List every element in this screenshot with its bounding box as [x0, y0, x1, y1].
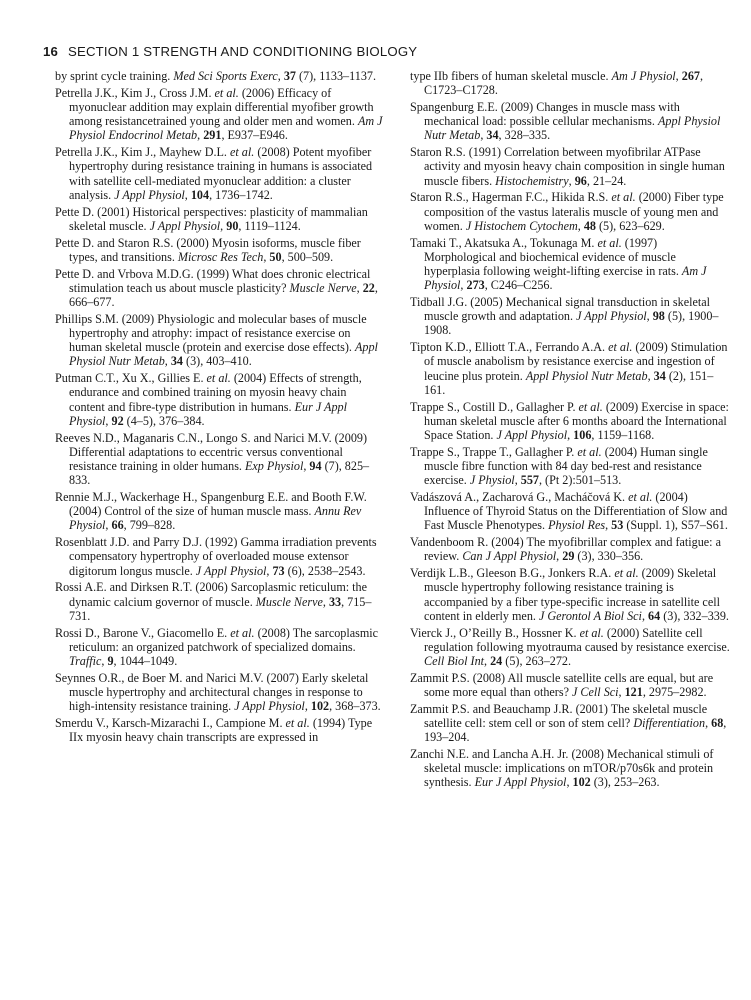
reference-entry	[55, 580, 385, 623]
reference-text: Rossi D., Barone V., Giacomello E.	[55, 625, 231, 640]
journal-title: J Appl Physiol	[576, 309, 647, 324]
volume-number: 73	[272, 563, 285, 578]
reference-text: (5), 1900–1908.	[424, 309, 719, 338]
journal-title: Cell Biol Int	[424, 654, 485, 669]
reference-text: ,	[647, 368, 654, 383]
journal-title: Appl Physiol Nutr Metab	[424, 114, 721, 143]
journal-title: J Histochem Cytochem	[465, 218, 578, 233]
journal-title: Annu Rev Physiol	[69, 504, 362, 533]
reference-text: ,	[567, 428, 574, 443]
volume-number: 9	[107, 654, 114, 669]
reference-text: , 328–335.	[498, 128, 551, 143]
reference-text: ,	[266, 563, 273, 578]
journal-title: et al.	[230, 145, 255, 160]
references-left-column	[55, 69, 385, 747]
reference-text: ,	[101, 654, 108, 669]
volume-number: 50	[269, 249, 282, 264]
volume-number: 94	[309, 459, 322, 474]
reference-text: , 368–373.	[329, 699, 381, 714]
reference-text: Verdijk L.B., Gleeson B.G., Jonkers R.A.	[410, 566, 615, 581]
reference-text: , 799–828.	[123, 518, 176, 533]
reference-text: (2009) Skeletal muscle hypertrophy following resistance training is accompanied by a fiber type-specific increase in satellite cell content in elderly men.	[424, 566, 720, 623]
reference-text: ,	[277, 69, 284, 83]
journal-title: Eur J Appl Physiol	[69, 399, 347, 428]
reference-text: Tipton K.D., Elliott T.A., Ferrando A.A.	[410, 340, 609, 355]
journal-title: Am J Physiol	[424, 264, 707, 293]
journal-title: Muscle Nerve	[289, 280, 357, 295]
journal-title: Histochemistry	[495, 173, 569, 188]
reference-text: ,	[303, 459, 310, 474]
reference-entry	[55, 716, 385, 744]
section-title: SECTION 1 STRENGTH AND CONDITIONING BIOLOGY	[67, 44, 418, 59]
reference-text: Smerdu V., Karsch-Mizarachi I., Campione M.	[55, 716, 286, 731]
reference-text: (1994) Type IIx myosin heavy chain transcripts are expressed in	[69, 716, 373, 745]
reference-text: ,	[480, 128, 487, 143]
journal-title: Can J Appl Physiol	[462, 549, 557, 564]
reference-text: Pette D. (2001) Historical perspectives: plasticity of mammalian skeletal muscle.	[55, 204, 368, 233]
reference-text: , C1723–C1728.	[424, 69, 704, 98]
journal-title: Appl Physiol Nutr Metab	[525, 368, 648, 383]
journal-title: et al.	[206, 371, 231, 386]
reference-text: Phillips S.M. (2009) Physiologic and molecular bases of muscle hypertrophy and atrophy: impact of resistance exercise on human skeletal muscle (protein and exercise dose effects).	[55, 311, 367, 355]
reference-text: (2009) Stimulation of muscle anabolism by resistance exercise and ingestion of leucine plus protein.	[424, 340, 728, 383]
reference-entry	[55, 535, 385, 578]
journal-title: Muscle Nerve	[255, 594, 323, 609]
reference-text: by sprint cycle training.	[55, 69, 174, 83]
reference-entry	[55, 86, 385, 143]
reference-text: ,	[164, 354, 171, 369]
reference-text: Zammit P.S. and Beauchamp J.R. (2001) The skeletal muscle satellite cell: stem cell or son of stem cell?	[410, 701, 708, 731]
reference-text: ,	[568, 173, 575, 188]
reference-text: , 1044–1049.	[113, 654, 178, 669]
reference-text: (2008) Potent myofiber hypertrophy during resistance training in humans is associated with satellite cell-mediated myonuclear addition: a cluster analysis.	[69, 145, 373, 202]
reference-text: ,	[184, 187, 191, 202]
reference-text: (5), 263–272.	[502, 654, 572, 669]
journal-title: Differentiation	[633, 716, 706, 731]
reference-text: Reeves N.D., Maganaris C.N., Longo S. and Narici M.V. (2009) Differential adaptations to eccentric versus conventional resistance training in older humans.	[55, 430, 368, 474]
reference-text: (2004) Human single muscle fibre function with 84 day bed-rest and resistance exercise.	[424, 444, 708, 488]
volume-number: 557	[520, 473, 539, 488]
journal-title: J Cell Sci	[572, 685, 619, 700]
reference-text: ,	[105, 413, 112, 428]
reference-text: (5), 623–629.	[595, 218, 665, 233]
reference-text: Tidball J.G. (2005) Mechanical signal transduction in skeletal muscle growth and adaptation.	[410, 295, 710, 324]
volume-number: 104	[190, 187, 210, 202]
reference-text: , 715–731.	[69, 594, 372, 623]
reference-text: (2009) Exercise in space: human skeletal muscle after 6 months aboard the International Space Station.	[424, 399, 729, 443]
reference-text: Zammit P.S. (2008) All muscle satellite cells are equal, but are some more equal than others?	[410, 670, 714, 700]
journal-title: Am J Physiol Endocrinol Metab	[69, 114, 383, 143]
reference-text: (4–5), 376–384.	[123, 413, 205, 428]
journal-title: J Physiol	[469, 473, 515, 488]
reference-text: (3), 330–356.	[574, 549, 644, 564]
reference-text: Vierck J., O’Reilly B., Hossner K.	[410, 625, 580, 640]
journal-title: Traffic	[69, 654, 102, 669]
running-header	[43, 44, 417, 59]
volume-number: 37	[283, 69, 296, 83]
journal-title: Physiol Res	[548, 518, 606, 533]
volume-number: 34	[486, 128, 499, 143]
volume-number: 33	[328, 594, 342, 609]
volume-number: 273	[466, 278, 485, 293]
reference-text: (7), 1133–1137.	[295, 69, 376, 83]
journal-title: J Appl Physiol	[496, 428, 568, 443]
reference-entry	[55, 145, 385, 202]
volume-number: 68	[711, 716, 724, 731]
reference-entry	[410, 490, 732, 533]
journal-title: J Appl Physiol	[114, 187, 185, 202]
reference-text: ,	[322, 594, 329, 609]
reference-text: Pette D. and Vrbova M.D.G. (1999) What does chronic electrical stimulation teach us about muscle plasticity?	[55, 266, 371, 295]
reference-text: (Suppl. 1), S57–S61.	[623, 518, 728, 533]
volume-number: 102	[572, 775, 591, 790]
reference-entry	[55, 312, 385, 369]
reference-entry	[55, 236, 385, 264]
journal-title: J Appl Physiol	[234, 699, 305, 714]
volume-number: 66	[111, 518, 124, 533]
reference-text: ,	[556, 549, 563, 564]
reference-text: ,	[105, 518, 112, 533]
reference-text: Petrella J.K., Kim J., Mayhew D.L.	[55, 145, 231, 160]
reference-entry	[410, 566, 732, 623]
reference-text: (2000) Fiber type composition of the vastus lateralis muscle of young men and women.	[424, 190, 724, 233]
journal-title: Exp Physiol	[245, 459, 304, 474]
reference-text: ,	[577, 218, 584, 233]
reference-text: ,	[641, 608, 649, 623]
reference-text: (2000) Satellite cell regulation following myotrauma caused by resistance exercise.	[424, 625, 730, 654]
journal-title: Eur J Appl Physiol	[474, 775, 567, 790]
journal-title: et al.	[230, 625, 255, 640]
journal-title: et al.	[214, 85, 239, 100]
reference-text: ,	[514, 473, 521, 488]
reference-entry	[55, 205, 385, 233]
journal-title: J Gerontol A Biol Sci	[538, 608, 642, 623]
reference-entry	[55, 626, 385, 669]
reference-entry	[55, 671, 385, 714]
reference-text: Vandenboom R. (2004) The myofibrillar complex and fatigue: a review.	[410, 535, 721, 564]
reference-text: Tamaki T., Akatsuka A., Tokunaga M.	[410, 235, 598, 250]
reference-text: ,	[197, 128, 204, 143]
volume-number: 291	[203, 128, 222, 143]
reference-text: (2004) Effects of strength, endurance and combined training on myosin heavy chain content and fibre-type distribution in humans.	[69, 371, 362, 414]
reference-text: ,	[356, 280, 363, 295]
reference-text: Trappe S., Costill D., Gallagher P.	[410, 399, 579, 414]
reference-entry	[55, 267, 385, 310]
reference-text: , 1119–1124.	[238, 218, 301, 233]
reference-text: ,	[263, 249, 270, 264]
journal-title: et al.	[614, 566, 639, 581]
reference-text: Staron R.S. (1991) Correlation between myofibrilar ATPase activity and myosin heavy chain composition in single human muscle fibers.	[410, 145, 725, 188]
volume-number: 92	[111, 413, 124, 428]
journal-title: Med Sci Sports Exerc	[173, 69, 278, 83]
reference-entry	[410, 400, 732, 443]
reference-text: Vadászová A., Zacharová G., Macháčová K.	[410, 490, 629, 505]
reference-text: Putman C.T., Xu X., Gillies E.	[55, 371, 207, 386]
volume-number: 48	[583, 218, 596, 233]
reference-entry	[55, 490, 385, 533]
reference-entry	[410, 100, 732, 143]
reference-entry	[410, 626, 732, 669]
reference-entry	[55, 431, 385, 488]
volume-number: 90	[226, 218, 239, 233]
reference-text: ,	[675, 69, 682, 83]
reference-entry	[410, 69, 732, 97]
journal-title: et al.	[608, 340, 633, 355]
reference-text: (2006) Efficacy of myonuclear addition may explain differential myofiber growth among resistancetrained young and older men and women.	[69, 85, 374, 129]
reference-text: (3), 332–339.	[660, 608, 729, 623]
reference-text: Rossi A.E. and Dirksen R.T. (2006) Sarcoplasmic reticulum: the dynamic calcium governor of muscle.	[55, 580, 368, 609]
reference-text: , 2975–2982.	[642, 685, 707, 700]
reference-text: ,	[484, 654, 491, 669]
reference-text: (2), 151–161.	[424, 368, 714, 397]
reference-text: Rosenblatt J.D. and Parry D.J. (1992) Gamma irradiation prevents compensatory hypertrophy of overloaded mouse extensor digitorum longus muscle.	[55, 535, 377, 578]
reference-text: (3), 403–410.	[183, 354, 252, 369]
references-right-column	[410, 69, 732, 792]
reference-entry	[410, 702, 732, 745]
journal-title: et al.	[611, 190, 636, 205]
reference-entry	[55, 371, 385, 428]
reference-text: Trappe S., Trappe T., Gallagher P.	[410, 444, 578, 459]
reference-text: type IIb fibers of human skeletal muscle.	[410, 69, 612, 83]
reference-text: , (Pt 2):501–513.	[538, 473, 622, 488]
reference-text: Pette D. and Staron R.S. (2000) Myosin isoforms, muscle fiber types, and transitions.	[55, 235, 361, 264]
reference-entry	[55, 69, 385, 83]
reference-entry	[410, 340, 732, 397]
volume-number: 96	[574, 173, 587, 188]
reference-text: ,	[646, 309, 653, 324]
reference-text: Petrella J.K., Kim J., Cross J.M.	[55, 85, 215, 100]
journal-title: et al.	[597, 235, 622, 250]
volume-number: 98	[652, 309, 665, 324]
reference-entry	[410, 295, 732, 338]
reference-text: , C246–C256.	[484, 278, 553, 293]
volume-number: 34	[170, 354, 183, 369]
reference-text: Spangenburg E.E. (2009) Changes in muscle mass with mechanical load: possible cellular mechanisms.	[410, 100, 680, 129]
reference-text: (3), 253–263.	[590, 775, 660, 790]
reference-text: (7), 825–833.	[69, 459, 370, 488]
reference-text: ,	[566, 775, 573, 790]
journal-title: Am J Physiol	[611, 69, 676, 83]
volume-number: 102	[310, 699, 330, 714]
reference-text: (6), 2538–2543.	[284, 563, 366, 578]
reference-text: , 21–24.	[586, 173, 627, 188]
reference-text: , 193–204.	[424, 716, 727, 745]
journal-title: et al.	[285, 716, 310, 731]
journal-title: et al.	[628, 490, 653, 505]
volume-number: 29	[562, 549, 575, 564]
journal-title: et al.	[577, 444, 602, 459]
reference-text: (1997) Morphological and biochemical evidence of muscle hyperplasia following weight-lifting exercise in rats.	[424, 235, 682, 279]
reference-text: Seynnes O.R., de Boer M. and Narici M.V. (2007) Early skeletal muscle hypertrophy and architectural changes in response to high-intensity resistance training.	[55, 670, 369, 714]
reference-entry	[410, 747, 732, 790]
volume-number: 24	[490, 654, 503, 669]
reference-text: ,	[618, 685, 625, 700]
volume-number: 64	[648, 608, 661, 623]
volume-number: 121	[624, 685, 643, 700]
reference-entry	[410, 445, 732, 488]
reference-entry	[410, 535, 732, 563]
reference-text: ,	[705, 716, 712, 731]
reference-text: Zanchi N.E. and Lancha A.H. Jr. (2008) Mechanical stimuli of skeletal muscle: implications on mTOR/p70s6k and protein synthesis.	[410, 747, 714, 790]
volume-number: 22	[362, 280, 375, 295]
journal-title: J Appl Physiol	[149, 218, 221, 233]
reference-text: , E937–E946.	[221, 128, 288, 143]
reference-text: (2008) The sarcoplasmic reticulum: an organized patchwork of specialized domains.	[69, 625, 379, 654]
reference-text: ,	[605, 518, 612, 533]
volume-number: 53	[611, 518, 624, 533]
journal-title: et al.	[578, 399, 603, 414]
page-number: 16	[43, 44, 59, 59]
reference-text: (2004) Influence of Thyroid Status on the Differentiation of Slow and Fast Muscle Phenotypes.	[424, 490, 728, 533]
journal-title: et al.	[579, 625, 604, 640]
reference-entry	[410, 236, 732, 293]
reference-text: , 1736–1742.	[209, 187, 273, 202]
reference-text: Staron R.S., Hagerman F.C., Hikida R.S.	[410, 190, 612, 205]
reference-entry	[410, 190, 732, 233]
reference-entry	[410, 671, 732, 699]
reference-text: ,	[304, 699, 311, 714]
volume-number: 267	[681, 69, 700, 83]
reference-text: , 666–677.	[69, 280, 378, 310]
journal-title: Microsc Res Tech	[177, 249, 264, 264]
journal-title: Appl Physiol Nutr Metab	[69, 340, 378, 369]
reference-text: , 500–509.	[281, 249, 334, 264]
reference-text: Rennie M.J., Wackerhage H., Spangenburg E.E. and Booth F.W. (2004) Control of the size of human muscle mass.	[55, 490, 367, 519]
reference-text: ,	[220, 218, 227, 233]
reference-entry	[410, 145, 732, 188]
journal-title: J Appl Physiol	[195, 563, 267, 578]
reference-text: ,	[460, 278, 467, 293]
volume-number: 34	[653, 368, 666, 383]
reference-text: , 1159–1168.	[591, 428, 655, 443]
volume-number: 106	[573, 428, 592, 443]
